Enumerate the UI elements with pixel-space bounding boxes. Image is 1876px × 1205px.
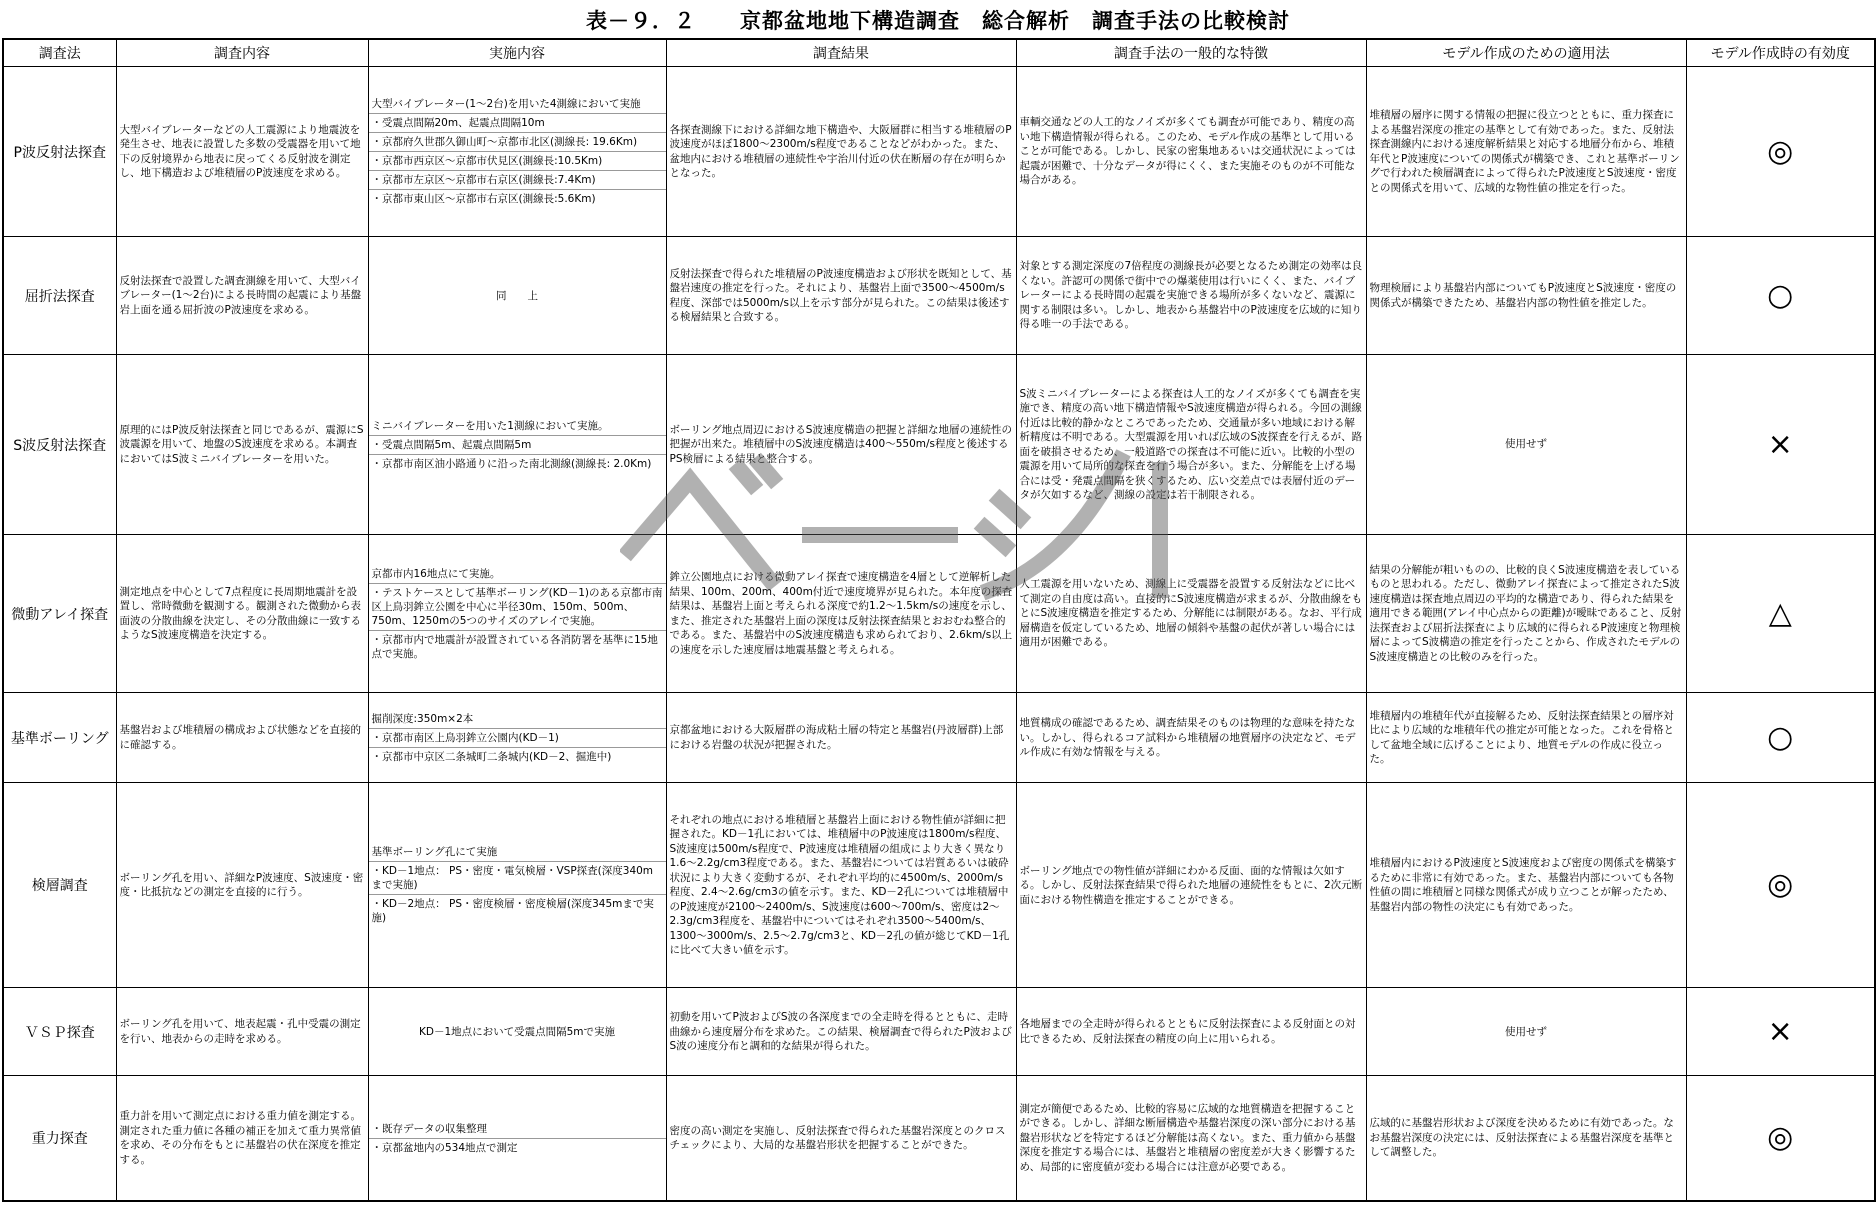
feature-cell: 各地層までの全走時が得られるとともに反射法探査による反射面との対比できるため、反射法探査の精度の向上に用いられる。 [1016, 988, 1366, 1076]
effectiveness-mark: ◎ [1686, 783, 1875, 988]
feature-cell: S波ミニバイブレーターによる探査は人工的なノイズが多くても調査を実施でき、精度の高い地下構造情報やS波速度構造が得られる。今回の測線付近は比較的静かなところであったため、交通量が多い地域における解析精度は不明である。大型震源を用いれば広域のS波探査を行えるが、路面を破損させるため、一般道路での探査は不可能に近い。比較的小型の震源を用いて局所的な探査を行う場合が多い。また、分解能を上げる場合には受・発震点間隔を狭くするため、広い交差点では表層付近のデータが欠如するなど、測線の設定は若干制限される。 [1016, 355, 1366, 535]
result-cell: 初動を用いてP波およびS波の各深度までの全走時を得るとともに、走時曲線から速度層分布を求めた。この結果、検層調査で得られたP波およびS波の速度分布と調和的な結果が得られた。 [666, 988, 1016, 1076]
method-cell: ＶＳＰ探査 [3, 988, 116, 1076]
content-cell: 測定地点を中心として7点程度に長周期地震計を設置し、常時微動を観測する。観測された微動から表面波の分散曲線を決定し、その分散曲線に一致するようなS波速度構造を決定する。 [116, 535, 368, 693]
feature-cell: 地質構成の確認であるため、調査結果そのものは物理的な意味を持たない。しかし、得られるコア試料から堆積層の地質層序の決定など、モデル作成に有効な情報を与える。 [1016, 693, 1366, 783]
table-row [3, 783, 1875, 988]
implementation-item: KD－1地点において受震点間隔5mで実施 [418, 1025, 616, 1038]
implementation-list [369, 988, 666, 1075]
effectiveness-mark: ◎ [1686, 1076, 1875, 1201]
content-cell: 基盤岩および堆積層の構成および状態などを直接的に確認する。 [116, 693, 368, 783]
implementation-cell [368, 783, 666, 988]
application-cell: 使用せず [1366, 355, 1686, 535]
implementation-item: ・京都市西京区～京都市伏見区(測線長:10.5Km) [369, 152, 666, 171]
implementation-item: ・京都市東山区～京都市右京区(測線長:5.6Km) [371, 193, 596, 206]
implementation-item: ・京都市内で地震計が設置されている各消防署を基準に15地点で実施。 [371, 633, 658, 660]
table-row [3, 1076, 1875, 1201]
implementation-list [369, 783, 666, 987]
effectiveness-mark: ○ [1686, 237, 1875, 355]
content-cell: 大型バイブレーターなどの人工震源により地震波を発生させ、地表に設置した多数の受震器を用いて地下の反射境界から地表に戻ってくる反射波を測定し、地下構造および堆積層のP波速度を求める。 [116, 67, 368, 237]
implementation-list [369, 1076, 666, 1200]
page-title: 表－９．２ 京都盆地地下構造調査 総合解析 調査手法の比較検討 [586, 9, 1290, 33]
implementation-list [369, 355, 666, 534]
header-row [3, 39, 1875, 67]
table-row [3, 237, 1875, 355]
table-row [3, 535, 1875, 693]
implementation-cell [368, 1076, 666, 1201]
implementation-item: ・京都市中京区二条城町二条城内(KD－2、掘進中) [371, 750, 612, 763]
implementation-item: 大型バイブレーター(1～2台)を用いた4測線において実施 [369, 95, 666, 114]
implementation-item: ・受震点間隔20m、起震点間隔10m [369, 114, 666, 133]
table-row [3, 988, 1875, 1076]
method-cell: 微動アレイ探査 [3, 535, 116, 693]
header-effectiveness: モデル作成時の有効度 [1686, 39, 1875, 67]
implementation-item: ・京都市南区油小路通りに沿った南北測線(測線長: 2.0Km) [371, 457, 652, 470]
method-cell: 検層調査 [3, 783, 116, 988]
implementation-item: 基準ボーリング孔にて実施 [369, 843, 666, 862]
table-row [3, 355, 1875, 535]
application-cell: 堆積層内の堆積年代が直接解るため、反射法探査結果との層序対比により広域的な堆積年代の推定が可能となった。これを骨格として盆地全域に広げることにより、地質モデルの作成に役立った。 [1366, 693, 1686, 783]
implementation-item: ・既存データの収集整理 [369, 1120, 666, 1139]
result-cell: 京都盆地における大阪層群の海成粘土層の特定と基盤岩(丹波層群)上部における岩盤の状況が把握された。 [666, 693, 1016, 783]
result-cell: 密度の高い測定を実施し、反射法探査で得られた基盤岩深度とのクロスチェックにより、大局的な基盤岩形状を把握することができた。 [666, 1076, 1016, 1201]
implementation-cell [368, 988, 666, 1076]
result-cell: それぞれの地点における堆積層と基盤岩上面における物性値が詳細に把握された。KD－1孔においては、堆積層中のP波速度は1800m/s程度、S波速度は500m/s程度で、P波速度は堆積層の組成により大きく異なり1.6～2.2g/cm3程度である。また、基盤岩については岩質あるいは破砕状況により大きく変動するが、それぞれ平均的に4500m/s、2000m/s程度、2.4～2.6g/cm3の値を示す。また、KD－2孔については堆積層中のP波速度が2100～2400m/s、S波速度は600～700m/s、密度は2～2.3g/cm3程度を、基盤岩中についてはそれぞれ3500～5400m/s、1300～3000m/s、2.5～2.7g/cm3と、KD－2孔の値が総じてKD－1孔に比べて大きい値を示す。 [666, 783, 1016, 988]
method-cell: P波反射法探査 [3, 67, 116, 237]
implementation-item: ・KD－1地点： PS・密度・電気検層・VSP探査(深度340mまで実施) [369, 862, 666, 895]
implementation-item: ・京都府久世郡久御山町～京都市北区(測線長: 19.6Km) [369, 133, 666, 152]
application-cell: 結果の分解能が粗いものの、比較的良くS波速度構造を表しているものと思われる。ただし、微動アレイ探査によって推定されたS波速度構造は探査地点周辺の平均的な構造であり、得られた結果を適用できる範囲(アレイ中心点からの距離)が曖昧であること、反射法探査および屈折法探査により広域的に得られるP波速度と物理検層によってS波構造の推定を行ったことから、作成されたモデルのS波速度構造との比較のみを行った。 [1366, 535, 1686, 693]
table-row [3, 693, 1875, 783]
method-cell: 基準ボーリング [3, 693, 116, 783]
implementation-item: ・テストケースとして基準ボーリング(KD－1)のある京都市南区上鳥羽鉾立公園を中心に半径30m、150m、500m、750m、1250mの5つのサイズのアレイで実施。 [369, 584, 666, 631]
implementation-list [369, 693, 666, 782]
implementation-item: ミニバイブレーターを用いた1測線において実施。 [369, 417, 666, 436]
feature-cell: 測定が簡便であるため、比較的容易に広域的な地質構造を把握することができる。しかし、詳細な断層構造や基盤岩深度の深い部分における基盤岩形状などを特定するほど分解能は高くない。また、重力値から基盤深度を推定する場合には、基盤岩と堆積層の密度差が大きく影響するため、局部的に密度値が変わる場合には注意が必要である。 [1016, 1076, 1366, 1201]
feature-cell: 人工震源を用いないため、測線上に受震器を設置する反射法などに比べて測定の自由度は高い。直接的にS波速度構造が求まるが、分散曲線をもとにS波速度構造を推定するため、分解能には制限がある。なお、平行成層構造を仮定しているため、地層の傾斜や基盤の起伏が著しい場合には適用が困難である。 [1016, 535, 1366, 693]
content-cell: ボーリング孔を用い、詳細なP波速度、S波速度・密度・比抵抗などの測定を直接的に行う。 [116, 783, 368, 988]
implementation-cell [368, 67, 666, 237]
implementation-item: ・京都市南区上鳥羽鉾立公園内(KD－1) [369, 729, 666, 748]
implementation-item: 同 上 [496, 289, 538, 302]
implementation-list [369, 237, 666, 354]
implementation-list [369, 67, 666, 236]
implementation-cell [368, 237, 666, 355]
implementation-cell [368, 355, 666, 535]
implementation-item: ・京都盆地内の534地点で測定 [371, 1141, 518, 1154]
result-cell: 各探査測線下における詳細な地下構造や、大阪層群に相当する堆積層のP波速度がほぼ1800～2300m/s程度であることなどがわかった。また、盆地内における堆積層の連続性や宇治川付近の伏在断層の存在が明らかとなった。 [666, 67, 1016, 237]
implementation-item: ・京都市左京区～京都市右京区(測線長:7.4Km) [369, 171, 666, 190]
method-cell: S波反射法探査 [3, 355, 116, 535]
header-implementation: 実施内容 [368, 39, 666, 67]
method-cell: 屈折法探査 [3, 237, 116, 355]
result-cell: 反射法探査で得られた堆積層のP波速度構造および形状を既知として、基盤岩速度の推定を行った。それにより、基盤岩上面で3500～4500m/s程度、深部では5000m/s以上を示す部分が見られた。この結果は後述する検層結果と合致する。 [666, 237, 1016, 355]
content-cell: ボーリング孔を用いて、地表起震・孔中受震の測定を行い、地表からの走時を求める。 [116, 988, 368, 1076]
header-feature: 調査手法の一般的な特徴 [1016, 39, 1366, 67]
method-cell: 重力探査 [3, 1076, 116, 1201]
feature-cell: 対象とする測定深度の7倍程度の測線長が必要となるため測定の効率は良くない。許認可の関係で街中での爆薬使用は行いにくく、また、バイブレーターによる長時間の起震を実施できる場所が多くないなど、震源に関する制限は多い。しかし、地表から基盤岩中のP波速度を広域的に知り得る唯一の手法である。 [1016, 237, 1366, 355]
effectiveness-mark: △ [1686, 535, 1875, 693]
application-cell: 堆積層内におけるP波速度とS波速度および密度の関係式を構築するために非常に有効であった。また、基盤岩内部についても各物性値の間に堆積層と同様な関係式が成り立つことが解ったため、基盤岩内部の物性の決定にも有効であった。 [1366, 783, 1686, 988]
implementation-cell [368, 535, 666, 693]
feature-cell: 車輌交通などの人工的なノイズが多くても調査が可能であり、精度の高い地下構造情報が得られる。このため、モデル作成の基準として用いることが可能である。しかし、民家の密集地あるいは交通状況によっては起震が困難で、十分なデータが得にくく、また実施そのものが不可能な場合がある。 [1016, 67, 1366, 237]
result-cell: ボーリング地点周辺におけるS波速度構造の把握と詳細な地層の連続性の把握が出来た。堆積層中のS波速度構造は400～550m/s程度と後述するPS検層による結果と整合する。 [666, 355, 1016, 535]
header-application: モデル作成のための適用法 [1366, 39, 1686, 67]
comparison-table [2, 38, 1876, 1202]
effectiveness-mark: ◎ [1686, 67, 1875, 237]
effectiveness-mark: ○ [1686, 693, 1875, 783]
header-result: 調査結果 [666, 39, 1016, 67]
effectiveness-mark: × [1686, 988, 1875, 1076]
header-content: 調査内容 [116, 39, 368, 67]
effectiveness-mark: × [1686, 355, 1875, 535]
implementation-list [369, 535, 666, 692]
implementation-item: ・受震点間隔5m、起震点間隔5m [369, 436, 666, 455]
table-row [3, 67, 1875, 237]
application-cell: 広域的に基盤岩形状および深度を決めるために有効であった。なお基盤岩深度の決定には、反射法探査による基盤岩深度を基準として調整した。 [1366, 1076, 1686, 1201]
content-cell: 原理的にはP波反射法探査と同じであるが、震源にS波震源を用いて、地盤のS波速度を求める。本調査においてはS波ミニバイブレーターを用いた。 [116, 355, 368, 535]
content-cell: 反射法探査で設置した調査測線を用いて、大型バイブレーター(1～2台)による長時間の起震により基盤岩上面を通る屈折波のP波速度を求める。 [116, 237, 368, 355]
application-cell: 使用せず [1366, 988, 1686, 1076]
implementation-item: 京都市内16地点にて実施。 [369, 565, 666, 584]
feature-cell: ボーリング地点での物性値が詳細にわかる反面、面的な情報は欠如する。しかし、反射法探査結果で得られた地層の連続性をもとに、2次元断面における物性構造を推定することができる。 [1016, 783, 1366, 988]
header-method: 調査法 [3, 39, 116, 67]
content-cell: 重力計を用いて測定点における重力値を測定する。測定された重力値に各種の補正を加えて重力異常値を求め、その分布をもとに基盤岩の伏在深度を推定する。 [116, 1076, 368, 1201]
implementation-cell [368, 693, 666, 783]
application-cell: 物理検層により基盤岩内部についてもP波速度とS波速度・密度の関係式が構築できたため、基盤岩内部の物性値を推定した。 [1366, 237, 1686, 355]
application-cell: 堆積層の層序に関する情報の把握に役立つとともに、重力探査による基盤岩深度の推定の基準として有効であった。また、反射法探査測線内における速度解析結果と対応する地層分布から、堆積年代とP波速度についての関係式が構築でき、これと基準ボーリングで行われた検層調査によって得られたP波速度とS波速度・密度との関係式を用いて、広域的な物性値の推定を行った。 [1366, 67, 1686, 237]
implementation-item: ・KD－2地点： PS・密度検層・密度検層(深度345mまで実施) [371, 898, 654, 925]
result-cell: 鉾立公園地点における微動アレイ探査で速度構造を4層として逆解析した結果、100m、200m、400m付近で速度境界が見られた。本年度の探査結果は、基盤岩上面と考えられる深度で約1.2～1.5km/sの速度を示し、また、推定された基盤岩上面の深度は反射法探査結果とおおむね整合的である。また、基盤岩中のS波速度構造も求められており、2.6km/s以上の速度を示した速度層は地震基盤と考えられる。 [666, 535, 1016, 693]
implementation-item: 掘削深度:350m×2本 [369, 710, 666, 729]
